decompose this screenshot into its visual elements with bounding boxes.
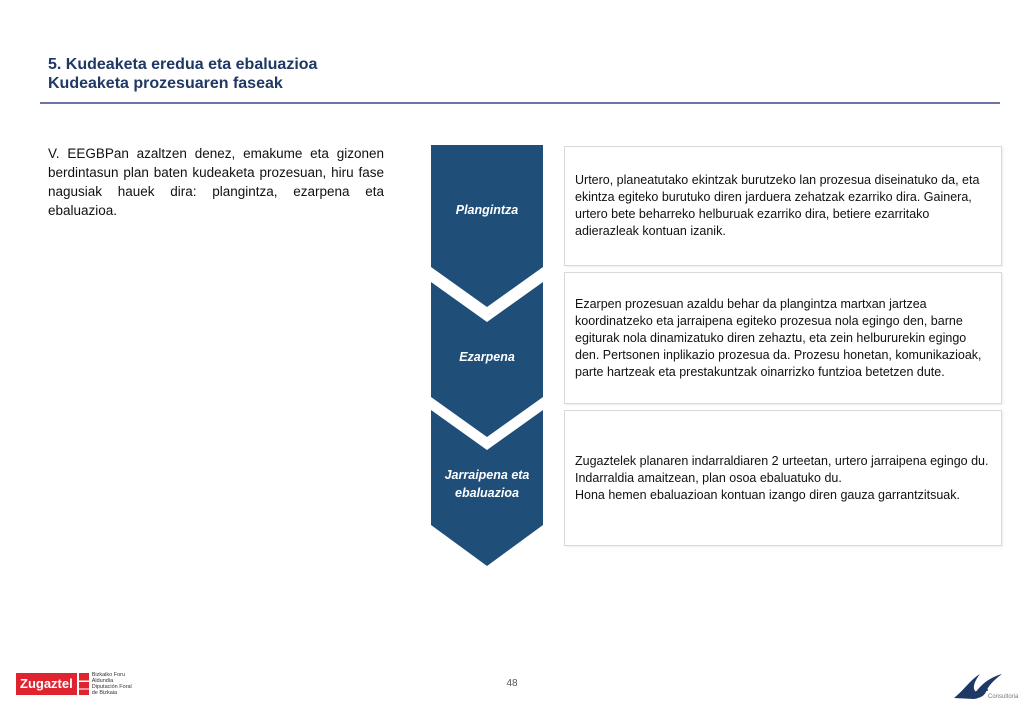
zugaztel-wordmark: Zugaztel [16,673,77,695]
phase-description-ezarpena: Ezarpen prozesuan azaldu behar da plangintza martxan jartzea koordinatzeko eta jarraipena egiteko prozesua nola egingo den, barne egiturak nola dinamizatuko diren zehaztu, eta zein helbururekin egingo den. Pertsonen inplikazio prozesua da. Prozesu honetan, komunikazioak, parte hartzeak eta prestakuntzak oinarrizko funtzioa betetzen dute. [575,296,982,379]
phase-description-box-jarraipena [564,410,1002,546]
phase-label-jarraipena-line2: ebaluazioa [455,486,519,500]
section-subtitle: Kudeaketa prozesuaren faseak [48,75,283,92]
intro-paragraph: V. EEGBPan azaltzen denez, emakume eta gizonen berdintasun plan baten kudeaketa prozesuan, hiru fase nagusiak hauek dira: plangintza, ezarpena eta ebaluazioa. [48,146,384,218]
phase-description-plangintza: Urtero, planeatutako ekintzak burutzeko lan prozesua diseinatuko da, eta ekintza egiteko burutuko diren jarduera zehatzak ezarriko dira. Gainera, urtero bete beharreko helburuak ezarriko dira, betiere ezarritako adierazleak kontuan izanik. [575,173,980,238]
phase-description-box-ezarpena [564,272,1002,404]
phase-description-box-plangintza [564,146,1002,266]
diputacion-text: Bizkaiko Foru Aldundia Diputación Foral de Bizkaia [91,672,132,696]
chevron-plangintza [431,145,543,307]
bizkaia-crest-icon [79,673,89,695]
consultancy-caption: Consultoria [988,694,1019,700]
page-number: 48 [506,678,518,689]
phase-label-plangintza: Plangintza [455,203,519,217]
section-title: 5. Kudeaketa eredua eta ebaluazioa [48,56,318,73]
phase-label-jarraipena-line1: Jarraipena eta [444,468,530,482]
phase-label-ezarpena: Ezarpena [459,350,515,364]
phase-description-jarraipena-line1: Zugaztelek planaren indarraldiaren 2 urteetan, urtero jarraipena egingo du. Indarraldia amaitzean, plan osoa ebaluatuko du. [575,453,989,485]
zugaztel-logo [16,672,136,696]
phase-description-jarraipena-line2: Hona hemen ebaluazioan kontuan izango diren gauza garrantzitsuak. [575,487,960,502]
